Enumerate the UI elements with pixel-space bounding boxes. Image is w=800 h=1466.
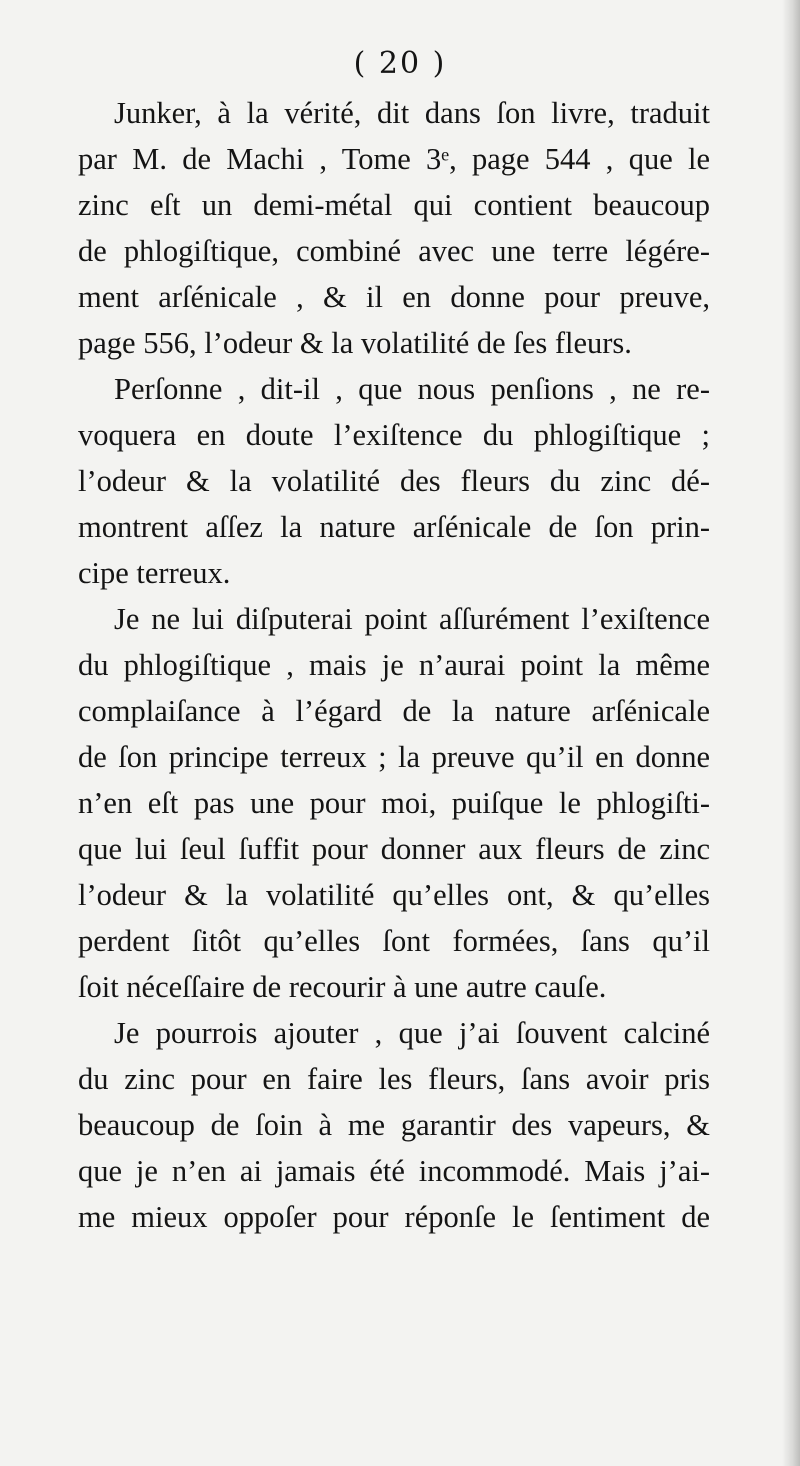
page-edge-shadow [782,0,800,1466]
text-line: Junker, à la vérité, dit dans ſon livre, traduit [114,96,710,130]
text-line: du zinc pour en faire les fleurs, ſans avoir pris [78,1062,710,1096]
text-line: que lui ſeul ſuffit pour donner aux fleurs de zinc [78,832,710,866]
paragraph-1 [78,90,710,366]
paragraph-2 [78,366,710,596]
text-line: perdent ſitôt qu’elles ſont formées, ſans qu’il [78,924,710,958]
text-line: cipe terreux. [78,556,231,590]
text-line: de ſon principe terreux ; la preuve qu’il en donne [78,740,710,774]
text-line: page 556, l’odeur & la volatilité de ſes fleurs. [78,326,632,360]
text-line: de phlogiſtique, combiné avec une terre légére- [78,234,710,268]
text-line: Perſonne , dit-il , que nous penſions , ne re- [114,372,710,406]
text-line: voquera en doute l’exiſtence du phlogiſtique ; [78,418,710,452]
text-line: du phlogiſtique , mais je n’aurai point la même [78,648,710,682]
page-number: ( 20 ) [353,46,447,81]
text-line: zinc eſt un demi-métal qui contient beaucoup [78,188,710,222]
paragraph-4 [78,1010,710,1240]
text-line: l’odeur & la volatilité qu’elles ont, & qu’elles [78,878,710,912]
body-text [78,90,710,1240]
text-line: n’en eſt pas une pour moi, puiſque le phlogiſti- [78,786,710,820]
paragraph-3 [78,596,710,1010]
text-line: beaucoup de ſoin à me garantir des vapeurs, & [78,1108,710,1142]
text-line: me mieux oppoſer pour réponſe le ſentiment de [78,1200,710,1234]
text-line: par M. de Machi , Tome 3ᵉ, page 544 , que le [78,142,710,176]
text-line: Je pourrois ajouter , que j’ai ſouvent calciné [114,1016,710,1050]
text-line: que je n’en ai jamais été incommodé. Mais j’ai- [78,1154,710,1188]
text-line: ment arſénicale , & il en donne pour preuve, [78,280,710,314]
text-line: Je ne lui diſputerai point aſſurément l’exiſtence [114,602,710,636]
text-line: ſoit néceſſaire de recourir à une autre cauſe. [78,970,607,1004]
text-line: complaiſance à l’égard de la nature arſénicale [78,694,710,728]
text-line: montrent aſſez la nature arſénicale de ſon prin- [78,510,710,544]
text-line: l’odeur & la volatilité des fleurs du zinc dé- [78,464,710,498]
